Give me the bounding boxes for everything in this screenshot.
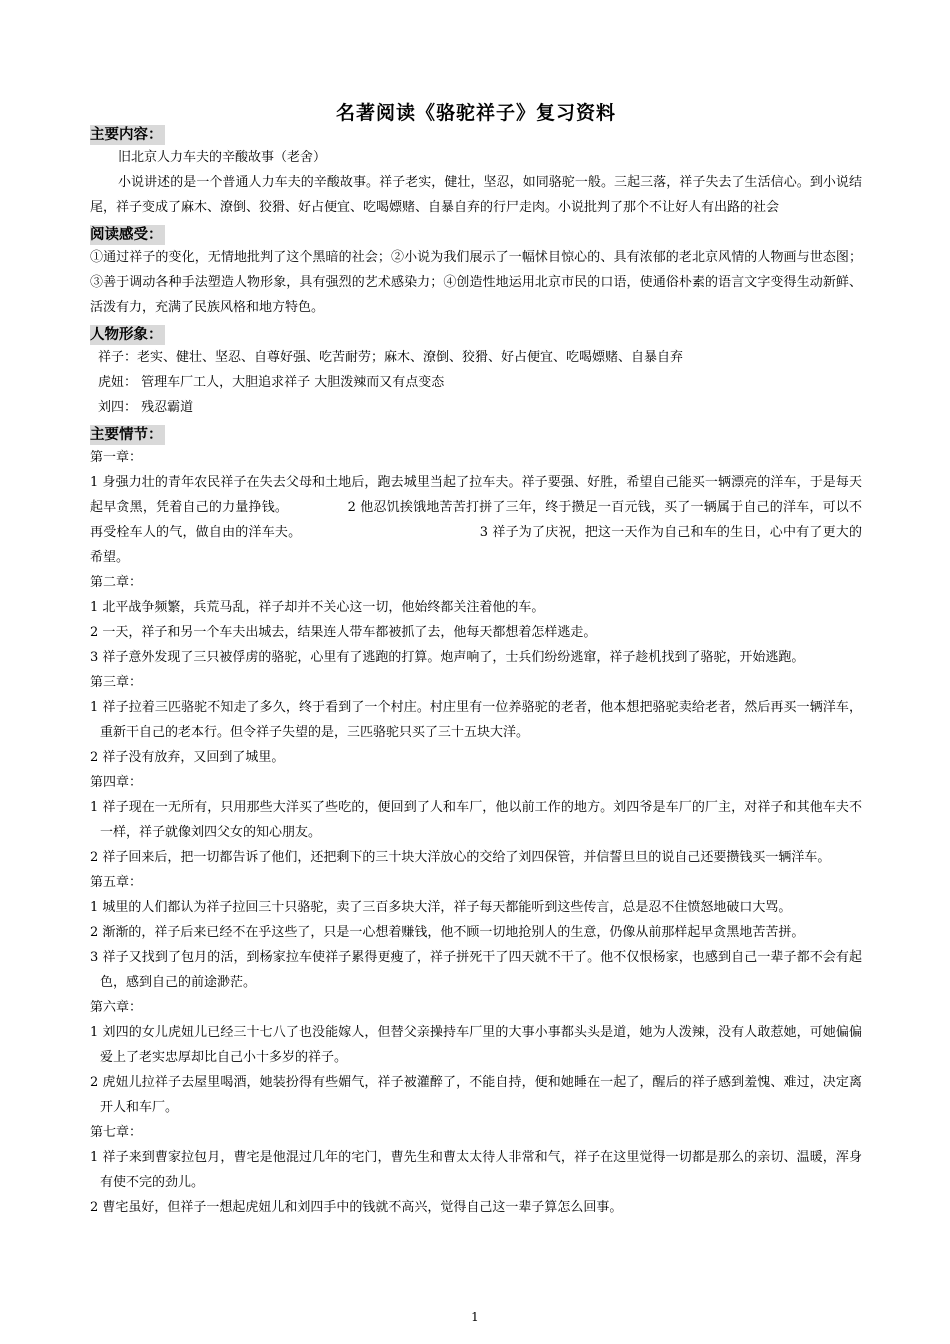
paragraph: 小说讲述的是一个普通人力车夫的辛酸故事。祥子老实，健壮，坚忍，如同骆驼一般。三起三落，祥子失去了生活信心。到小说结尾，祥子变成了麻木、潦倒、狡猾、好占便宜、吃喝嫖赌、自暴自弃的行尸走肉。小说批判了那个不让好人有出路的社会 <box>90 175 862 215</box>
chapter-title: 第五章： <box>90 875 143 890</box>
section-heading: 阅读感受： <box>90 227 163 243</box>
section-main-content <box>90 124 862 220</box>
chapter-title: 第四章： <box>90 775 143 790</box>
chapter-title: 第一章： <box>90 450 143 465</box>
chapter-item: 2 祥子回来后，把一切都告诉了他们，还把剩下的三十块大洋放心的交给了刘四保管，并信誓旦旦的说自己还要攒钱买一辆洋车。 <box>90 850 831 865</box>
section-heading: 人物形象： <box>90 327 163 343</box>
chapter-item: 1 刘四的女儿虎妞儿已经三十七八了也没能嫁人，但替父亲操持车厂里的大事小事都头头是道，她为人泼辣，没有人敢惹她，可她偏偏爱上了老实忠厚却比自己小十多岁的祥子。 <box>90 1025 862 1065</box>
chapter-item: 2 虎妞儿拉祥子去屋里喝酒，她装扮得有些媚气，祥子被灌醉了，不能自持，便和她睡在一起了，醒后的祥子感到羞愧、难过，决定离开人和车厂。 <box>90 1075 862 1115</box>
paragraph: ①通过祥子的变化，无情地批判了这个黑暗的社会；②小说为我们展示了一幅怵目惊心的、具有浓郁的老北京风情的人物画与世态图；③善于调动各种手法塑造人物形象，具有强烈的艺术感染力；④创造性地运用北京市民的口语，使通俗朴素的语言文字变得生动新鲜、活泼有力，充满了民族风格和地方特色。 <box>90 250 862 315</box>
chapter-item: 1 北平战争频繁，兵荒马乱，祥子却并不关心这一切，他始终都关注着他的车。 <box>90 600 545 615</box>
chapter-item: 1 城里的人们都认为祥子拉回三十只骆驼，卖了三百多块大洋，祥子每天都能听到这些传言，总是忍不住愤怒地破口大骂。 <box>90 900 792 915</box>
chapter-title: 第三章： <box>90 675 143 690</box>
chapter-title: 第六章： <box>90 1000 143 1015</box>
chapter-item: 1 祥子来到曹家拉包月，曹宅是他混过几年的宅门，曹先生和曹太太待人非常和气，祥子在这里觉得一切都是那么的亲切、温暖，浑身有使不完的劲儿。 <box>90 1150 862 1190</box>
chapter-item: 2 祥子没有放弃，又回到了城里。 <box>90 750 285 765</box>
paragraph: 旧北京人力车夫的辛酸故事（老舍） <box>118 150 327 165</box>
page-number: 1 <box>471 1310 479 1324</box>
chapter-item: 3 祥子意外发现了三只被俘虏的骆驼，心里有了逃跑的打算。炮声响了，士兵们纷纷逃窜，祥子趁机找到了骆驼，开始逃跑。 <box>90 650 805 665</box>
section-reading <box>90 224 862 320</box>
chapter-title: 第七章： <box>90 1125 143 1140</box>
section-characters <box>90 324 862 420</box>
chapter-item: 2 曹宅虽好，但祥子一想起虎妞儿和刘四手中的钱就不高兴，觉得自己这一辈子算怎么回事。 <box>90 1200 623 1215</box>
character-item: 刘四： 残忍霸道 <box>98 400 194 415</box>
section-heading: 主要内容： <box>90 127 163 143</box>
chapter-item: 2 一天，祥子和另一个车夫出城去，结果连人带车都被抓了去，他每天都想着怎样逃走。 <box>90 625 597 640</box>
chapter-item: 1 身强力壮的青年农民祥子在失去父母和土地后，跑去城里当起了拉车夫。祥子要强、好胜，希望自己能买一辆漂亮的洋车，于是每天起早贪黑，凭着自己的力量挣钱。 2 他忍饥挨饿地苦苦打拼了三年，终于攒足一百元钱，买了一辆属于自己的洋车，可以不再受栓车人的气，做自由的洋车夫。 3 祥子为了庆祝，把这一天作为自己和车的生日，心中有了更大的希望。 <box>90 475 862 565</box>
section-heading: 主要情节： <box>90 427 163 443</box>
chapter-item: 1 祥子拉着三匹骆驼不知走了多久，终于看到了一个村庄。村庄里有一位养骆驼的老者，他本想把骆驼卖给老者，然后再买一辆洋车，重新干自己的老本行。但令祥子失望的是，三匹骆驼只买了三十五块大洋。 <box>90 700 862 740</box>
character-item: 祥子：老实、健壮、坚忍、自尊好强、吃苦耐劳；麻木、潦倒、狡猾、好占便宜、吃喝嫖赌、自暴自弃 <box>98 350 684 365</box>
chapter-item: 3 祥子又找到了包月的活，到杨家拉车使祥子累得更瘦了，祥子拼死干了四天就不干了。他不仅恨杨家，也感到自己一辈子都不会有起色，感到自己的前途渺茫。 <box>90 950 862 990</box>
chapter-item: 1 祥子现在一无所有，只用那些大洋买了些吃的，便回到了人和车厂，他以前工作的地方。刘四爷是车厂的厂主，对祥子和其他车夫不一样，祥子就像刘四父女的知心朋友。 <box>90 800 862 840</box>
chapter-item: 2 渐渐的，祥子后来已经不在乎这些了，只是一心想着赚钱，他不顾一切地抢别人的生意，仍像从前那样起早贪黑地苦苦拼。 <box>90 925 805 940</box>
section-plot <box>90 424 862 1220</box>
chapter-title: 第二章： <box>90 575 143 590</box>
character-item: 虎妞： 管理车厂工人，大胆追求祥子 大胆泼辣而又有点变态 <box>98 375 445 390</box>
document-title: 名著阅读《骆驼祥子》复习资料 <box>335 102 616 124</box>
